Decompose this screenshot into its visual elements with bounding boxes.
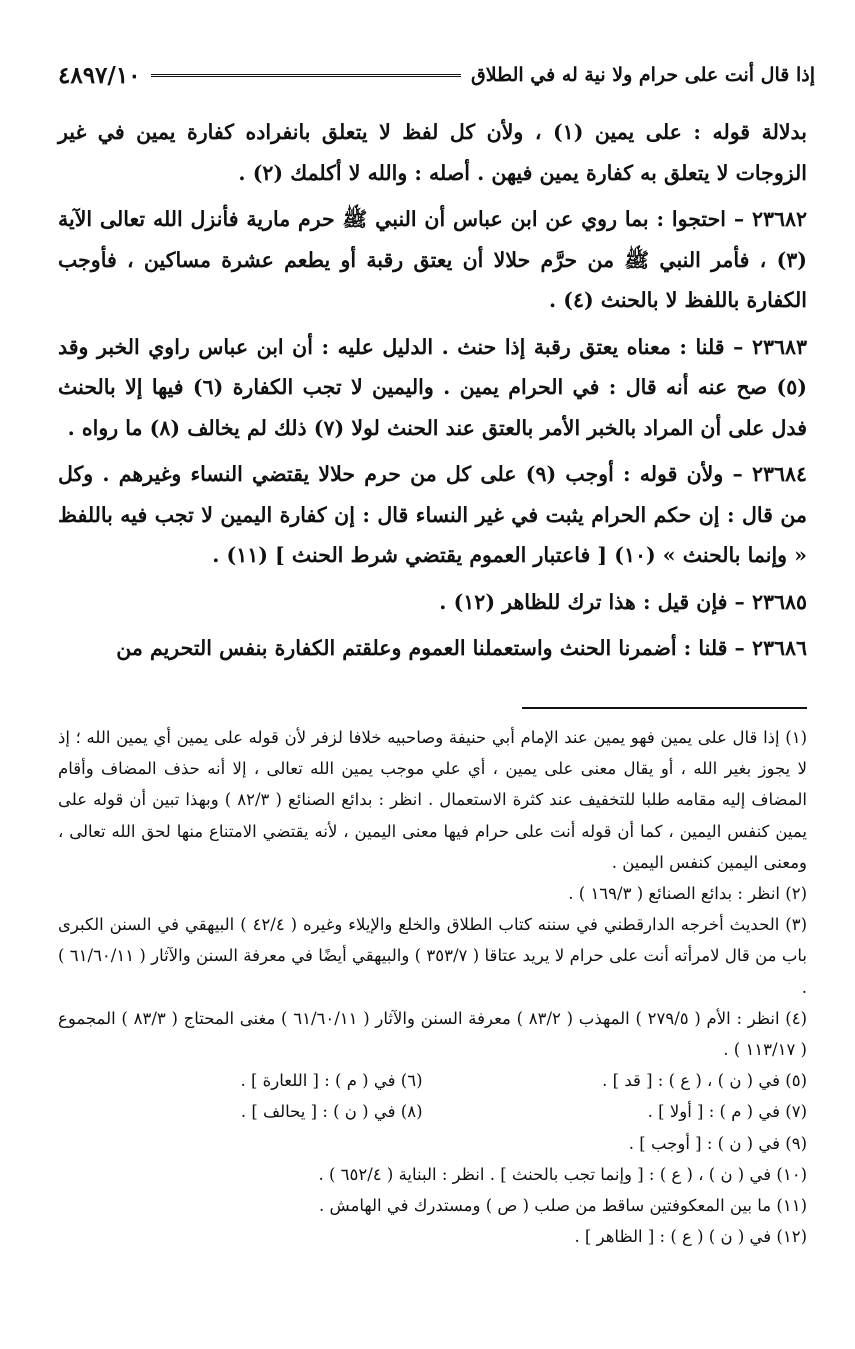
footnote: (١٠) في ( ن ) ، ( ع ) : [ وإنما تجب بالحنث ] . انظر : البناية ( ٦٥٢/٤ ) . (318, 1164, 807, 1184)
page-number: ٤٨٩٧/١٠ (58, 61, 141, 89)
paragraph: ٢٣٦٨٤ – ولأن قوله : أوجب (٩) على كل من حرم حلالا يقتضي النساء وغيرهم . وكل من قال : إن حكم الحرام يثبت في غير النساء قال : إن كفارة اليمين لا تجب فيه باللفظ « وإنما بالحنث » (١٠) [ فاعتبار العموم يقتضي شرط الحنث ] (١١) . (58, 462, 807, 567)
footnote: (١) إذا قال على يمين فهو يمين عند الإمام أبي حنيفة وصاحبيه خلافا لزفر لأن قوله على يمين أي يمين الله ؛ إذ لا يجوز بغير الله ، أو يقال معنى على يمين ، أي علي موجب يمين الله تعالى ، إلا أنه حذف المضاف وأقام المضاف إليه مقامه طلبا للتخفيف عند كثرة الاستعمال . انظر : بدائع الصنائع ( ٨٢/٣ ) وبهذا تبين أن قوله على يمين كنفس اليمين ، كما أن قوله أنت على حرام فيها معنى اليمين ، لأنه يقتضي الامتناع منها لحق الله تعالى ، ومعنى اليمين كنفس اليمين . (58, 728, 807, 872)
footnote: (٩) في ( ن ) : [ أوجب ] . (628, 1133, 807, 1153)
header-rule (151, 74, 461, 77)
chapter-title: إذا قال أنت على حرام ولا نية له في الطلاق (470, 64, 815, 86)
paragraph: بدلالة قوله : على يمين (١) ، ولأن كل لفظ لا يتعلق بانفراده كفارة يمين في غير الزوجات لا يتعلق به كفارة يمين فيهن . أصله : والله لا أكلمك (٢) . (58, 120, 807, 185)
footnote: (٣) الحديث أخرجه الدارقطني في سننه كتاب الطلاق والخلع والإيلاء وغيره ( ٤٢/٤ ) البيهقي في السنن الكبرى باب من قال لامرأته أنت على حرام لا يريد عتاقا ( ٣٥٣/٧ ) والبيهقي أيضًا في معرفة السنن والآثار ( ٦١/٦٠/١١ ) . (58, 915, 808, 997)
paragraph: ٢٣٦٨٦ – قلنا : أضمرنا الحنث واستعملنا العموم وعلقتم الكفارة بنفس التحريم من (116, 636, 807, 660)
paragraph: ٢٣٦٨٢ – احتجوا : بما روي عن ابن عباس أن النبي ﷺ حرم مارية فأنزل الله تعالى الآية (٣) ، فأمر النبي ﷺ من حرَّم حلالا أن يعتق رقبة أو يطعم عشرة مساكين ، فأوجب الكفارة باللفظ لا بالحنث (٤) . (58, 207, 807, 312)
main-text (58, 112, 807, 675)
footnote: (١٢) في ( ن ) ( ع ) : [ الظاهر ] . (574, 1227, 807, 1247)
footnote: (٤) انظر : الأم ( ٢٧٩/٥ ) المهذب ( ٨٣/٢ ) معرفة السنن والآثار ( ٦١/٦٠/١١ ) مغنى المحتاج ( ٨٣/٣ ) المجموع ( ١١٣/١٧ ) . (58, 1008, 808, 1060)
paragraph: ٢٣٦٨٣ – قلنا : معناه يعتق رقبة إذا حنث . الدليل عليه : أن ابن عباس راوي الخبر وقد (٥) صح عنه أنه قال : في الحرام يمين . واليمين لا تجب الكفارة (٦) فيها إلا بالحنث فدل على أن المراد بالخبر الأمر بالعتق عند الحنث لولا (٧) ذلك لم يخالف (٨) ما رواه . (58, 334, 807, 440)
footnotes (58, 722, 807, 1252)
footnote-separator (522, 707, 807, 709)
footnote-grid (58, 1065, 807, 1159)
paragraph: ٢٣٦٨٥ – فإن قيل : هذا ترك للظاهر (١٢) . (439, 589, 807, 614)
footnote: (٧) في ( م ) : [ أولا ] . (647, 1102, 807, 1122)
running-header (58, 55, 815, 95)
footnote: (٨) في ( ن ) : [ يحالف ] . (240, 1102, 423, 1122)
footnote: (٥) في ( ن ) ، ( ع ) : [ قد ] . (602, 1071, 807, 1091)
footnote: (١١) ما بين المعكوفتين ساقط من صلب ( ص ) ومستدرك في الهامش . (319, 1196, 807, 1216)
footnote: (٦) في ( م ) : [ اللعارة ] . (240, 1071, 423, 1091)
footnote: (٢) انظر : بدائع الصنائع ( ١٦٩/٣ ) . (568, 884, 807, 904)
